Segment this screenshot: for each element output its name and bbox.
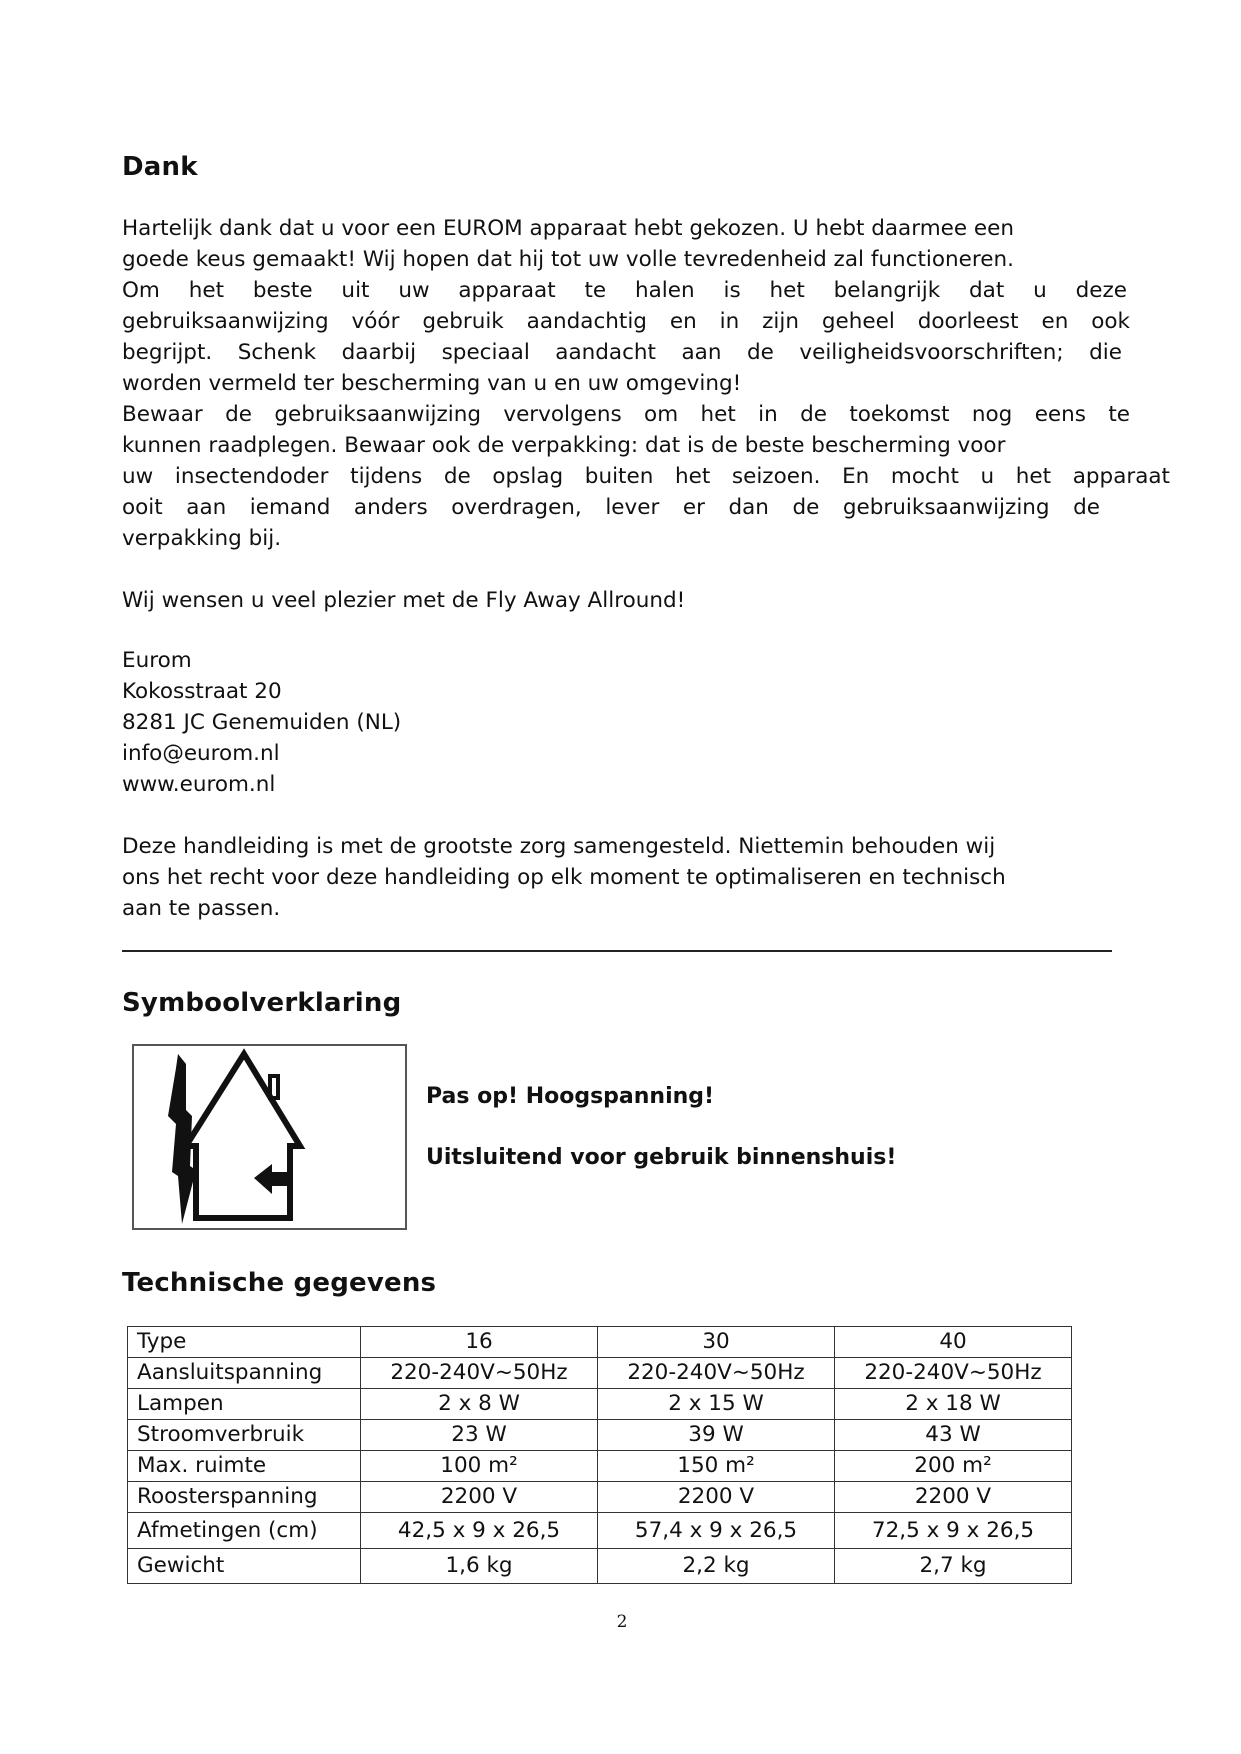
- city-address: 8281 JC Genemuiden (NL): [122, 710, 402, 735]
- table-cell: 100 m²: [361, 1451, 598, 1482]
- intro-line: Om het beste uit uw apparaat te halen is het belangrijk dat u deze: [122, 278, 1127, 303]
- table-cell: 2200 V: [835, 1482, 1072, 1513]
- table-row: [128, 1389, 1072, 1420]
- intro-line: gebruiksaanwijzing vóór gebruik aandachtig en in zijn geheel doorleest en ook: [122, 309, 1130, 334]
- table-cell: 57,4 x 9 x 26,5: [598, 1513, 835, 1549]
- table-cell: 2200 V: [598, 1482, 835, 1513]
- table-cell: 2 x 18 W: [835, 1389, 1072, 1420]
- table-row: [128, 1513, 1072, 1549]
- table-cell: 1,6 kg: [361, 1549, 598, 1584]
- table-header-row: [128, 1327, 1072, 1358]
- website-link[interactable]: www.eurom.nl: [122, 772, 276, 797]
- table-cell: 220-240V~50Hz: [835, 1358, 1072, 1389]
- intro-paragraph: [122, 213, 1182, 554]
- table-cell: Gewicht: [128, 1549, 361, 1584]
- table-cell: 220-240V~50Hz: [361, 1358, 598, 1389]
- disclaimer-line: aan te passen.: [122, 896, 281, 921]
- table-cell: 30: [598, 1327, 835, 1358]
- section-divider: [122, 950, 1112, 952]
- table-cell: 23 W: [361, 1420, 598, 1451]
- technical-specs-table: [127, 1326, 1072, 1584]
- table-cell: 2200 V: [361, 1482, 598, 1513]
- table-row: [128, 1358, 1072, 1389]
- table-cell: Stroomverbruik: [128, 1420, 361, 1451]
- intro-line: verpakking bij.: [122, 526, 282, 551]
- intro-line: begrijpt. Schenk daarbij speciaal aandacht aan de veiligheidsvoorschriften; die: [122, 340, 1122, 365]
- intro-line: goede keus gemaakt! Wij hopen dat hij tot uw volle tevredenheid zal functioneren.: [122, 247, 1014, 272]
- symbol-desc-high-voltage: Pas op! Hoogspanning!: [426, 1084, 715, 1109]
- table-cell: 43 W: [835, 1420, 1072, 1451]
- table-row: [128, 1482, 1072, 1513]
- indoor-use-house-icon: [186, 1054, 300, 1218]
- table-cell: Max. ruimte: [128, 1451, 361, 1482]
- table-cell: 150 m²: [598, 1451, 835, 1482]
- company-name: Eurom: [122, 648, 192, 673]
- table-cell: Lampen: [128, 1389, 361, 1420]
- table-cell: 2,2 kg: [598, 1549, 835, 1584]
- intro-line: kunnen raadplegen. Bewaar ook de verpakking: dat is de beste bescherming voor: [122, 433, 1006, 458]
- symbol-image-box: [132, 1044, 407, 1230]
- disclaimer-line: ons het recht voor deze handleiding op elk moment te optimaliseren en technisch: [122, 865, 1006, 890]
- table-cell: 2,7 kg: [835, 1549, 1072, 1584]
- disclaimer-line: Deze handleiding is met de grootste zorg samengesteld. Niettemin behouden wij: [122, 834, 996, 859]
- table-row: [128, 1451, 1072, 1482]
- wish-text: Wij wensen u veel plezier met de Fly Away Allround!: [122, 588, 686, 613]
- table-cell: 72,5 x 9 x 26,5: [835, 1513, 1072, 1549]
- table-cell: Afmetingen (cm): [128, 1513, 361, 1549]
- street-address: Kokosstraat 20: [122, 679, 282, 704]
- disclaimer-paragraph: [122, 831, 1006, 924]
- table-row: [128, 1420, 1072, 1451]
- intro-line: Hartelijk dank dat u voor een EUROM apparaat hebt gekozen. U hebt daarmee een: [122, 216, 1015, 241]
- table-cell: 39 W: [598, 1420, 835, 1451]
- intro-line: ooit aan iemand anders overdragen, lever er dan de gebruiksaanwijzing de: [122, 495, 1100, 520]
- intro-line: worden vermeld ter bescherming van u en uw omgeving!: [122, 371, 742, 396]
- table-cell: Roosterspanning: [128, 1482, 361, 1513]
- table-cell: 40: [835, 1327, 1072, 1358]
- table-cell: 2 x 8 W: [361, 1389, 598, 1420]
- table-row: [128, 1549, 1072, 1584]
- table-cell: Aansluitspanning: [128, 1358, 361, 1389]
- symbol-desc-indoor-use: Uitsluitend voor gebruik binnenshuis!: [426, 1145, 897, 1170]
- email-link[interactable]: info@eurom.nl: [122, 741, 280, 766]
- table-cell: Type: [128, 1327, 361, 1358]
- page-number: 2: [616, 1612, 628, 1632]
- intro-line: Bewaar de gebruiksaanwijzing vervolgens om het in de toekomst nog eens te: [122, 402, 1130, 427]
- table-cell: 220-240V~50Hz: [598, 1358, 835, 1389]
- intro-line: uw insectendoder tijdens de opslag buiten het seizoen. En mocht u het apparaat: [122, 464, 1170, 489]
- table-cell: 200 m²: [835, 1451, 1072, 1482]
- table-cell: 2 x 15 W: [598, 1389, 835, 1420]
- table-cell: 42,5 x 9 x 26,5: [361, 1513, 598, 1549]
- section-heading-technical: Technische gegevens: [122, 1268, 437, 1298]
- address-block: [122, 645, 401, 800]
- section-heading-dank: Dank: [122, 152, 198, 182]
- table-cell: 16: [361, 1327, 598, 1358]
- section-heading-symbols: Symboolverklaring: [122, 988, 402, 1018]
